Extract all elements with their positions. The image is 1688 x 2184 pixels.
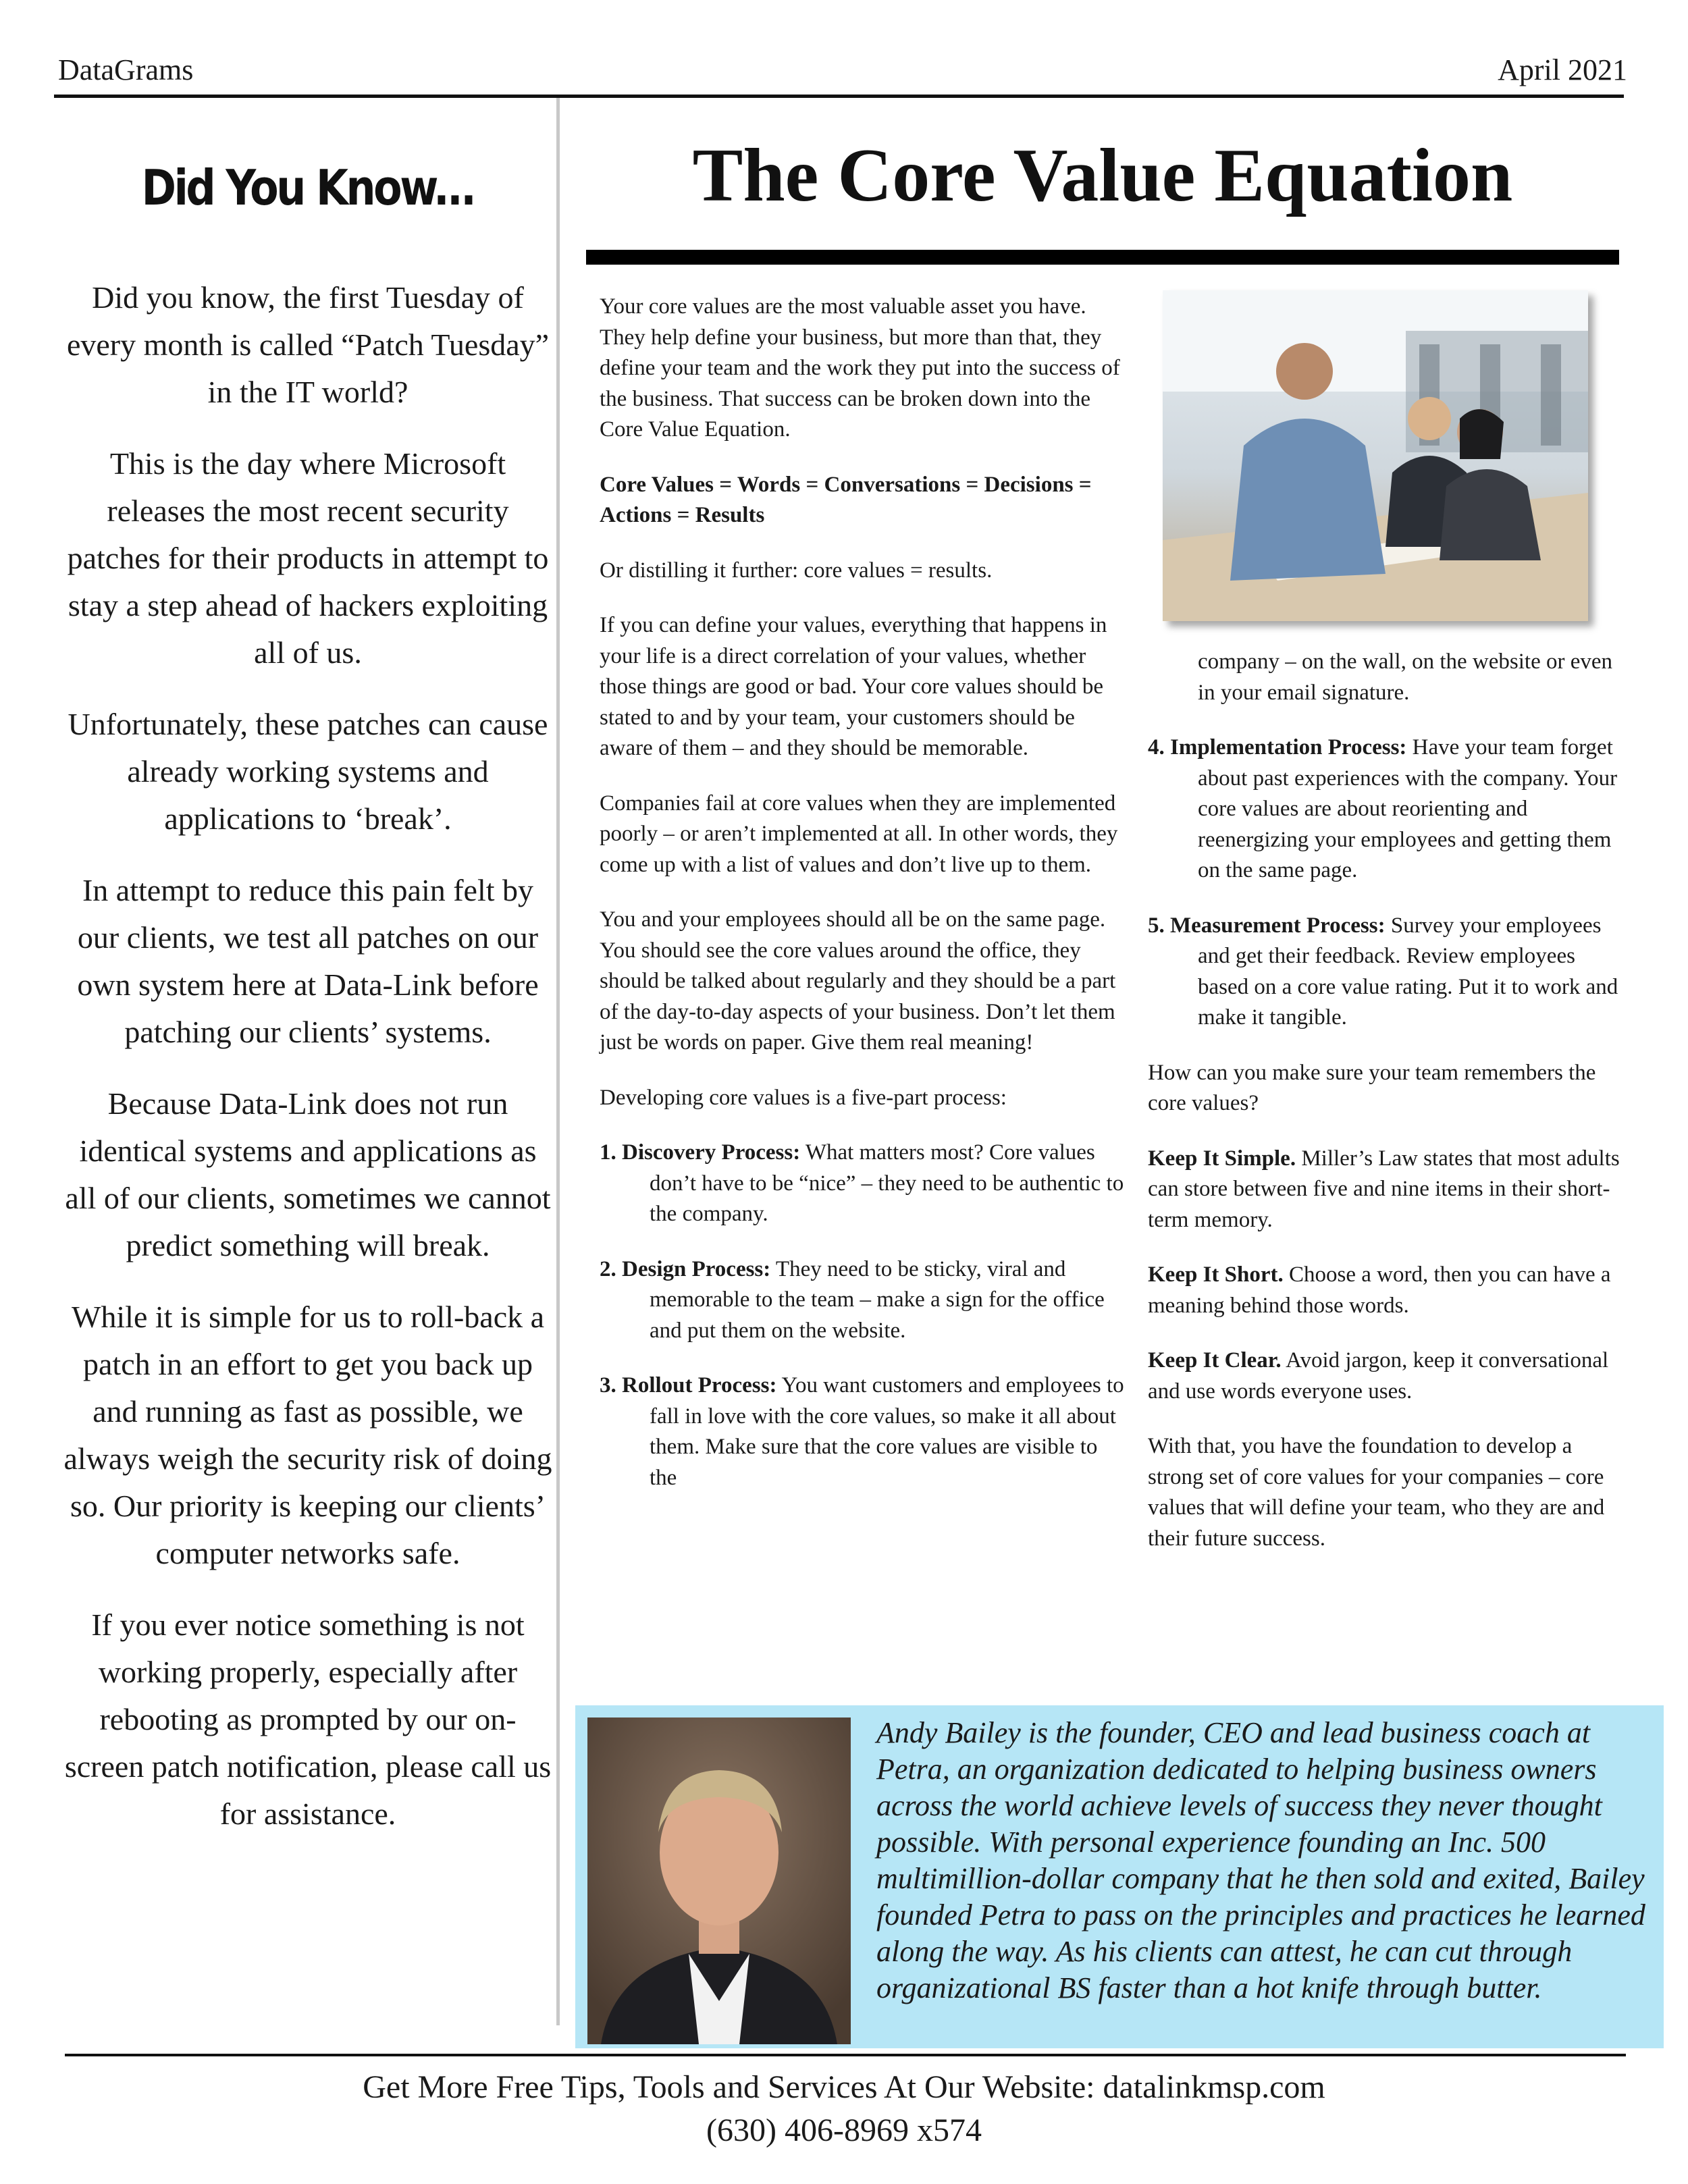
sidebar-title: Did You Know... [141,159,475,216]
author-bio-text: Andy Bailey is the founder, CEO and lead business coach at Petra, an organization dedicated to helping business owners across the world achieve levels of success they never thought possible. With personal experience founding an Inc. 500 multimillion-dollar company that he then sold and exited, Bailey founded Petra to pass on the principles and practices he learned along the way. As his clients can attest, he can cut through organizational BS faster than a hot knife through butter. [876,1716,1645,2004]
article-title: The Core Value Equation [692,134,1513,217]
article-question: How can you make sure your team remembers the core values? [1148,1060,1596,1115]
column-divider [556,98,560,2025]
process-step-continued: company – on the wall, on the website or even in your email signature. [1198,649,1612,705]
core-value-equation: Core Values = Words = Conversations = Decisions = Actions = Results [600,472,1092,527]
process-step: 3. Rollout Process: You want customers and employees to fall in love with the core values, so make it all about them. Make sure that the core values are visible to the [600,1373,1124,1490]
sidebar-paragraph: While it is simple for us to roll-back a patch in an effort to get you back up and running as fast as possible, we always weigh the security risk of doing so. Our priority is keeping our clients’ computer networks safe. [63,1300,552,1570]
article-column-2 [1148,647,1620,1578]
top-rule [54,95,1624,98]
article-column-1 [600,292,1126,1518]
article-paragraph: You and your employees should all be on the same page. You should see the core values around the office, they should be talked about regularly and they should be a part of the day-to-day aspects of your business. Don’t let them just be words on paper. Give them real meaning! [600,907,1116,1055]
sidebar-paragraph: If you ever notice something is not working properly, especially after rebooting as prompted by our on-screen patch notification, please call us for assistance. [64,1607,552,1831]
article-paragraph: Developing core values is a five-part process: [600,1085,1007,1110]
tip: Keep It Clear. Avoid jargon, keep it conversational and use words everyone uses. [1148,1348,1609,1404]
article-paragraph: Or distilling it further: core values = results. [600,558,993,583]
article-paragraph: Your core values are the most valuable asset you have. They help define your business, but more than that, they define your team and the work they put into the success of the business. That success can be broken down into the Core Value Equation. [600,294,1120,442]
team-meeting-photo [1163,290,1588,621]
process-step: 1. Discovery Process: What matters most? Core values don’t have to be “nice” – they need to be authentic to the company. [600,1140,1124,1226]
bottom-rule [65,2054,1626,2056]
headline-rule [586,250,1619,265]
publication-name: DataGrams [58,53,194,86]
tip: Keep It Simple. Miller’s Law states that most adults can store between five and nine items in their short-term memory. [1148,1146,1620,1232]
tip: Keep It Short. Choose a word, then you can have a meaning behind those words. [1148,1262,1611,1318]
sidebar-paragraph: Did you know, the first Tuesday of every month is called “Patch Tuesday” in the IT world? [66,280,550,409]
sidebar-paragraph: Because Data-Link does not run identical systems and applications as all of our clients, sometimes we cannot predict something will break. [65,1086,551,1262]
footer-website: Get More Free Tips, Tools and Services At Our Website: datalinkmsp.com [363,2069,1325,2105]
sidebar-paragraph: Unfortunately, these patches can cause already working systems and applications to ‘break’. [68,707,548,836]
article-closing: With that, you have the foundation to develop a strong set of core values for your companies – core values that will define your team, who they are and their future success. [1148,1434,1605,1551]
article-paragraph: If you can define your values, everything that happens in your life is a direct correlation of your values, whether those things are good or bad. Your core values should be stated to and by your team, your customers should be aware of them – and they should be memorable. [600,613,1107,760]
article-paragraph: Companies fail at core values when they are implemented poorly – or aren’t implemented at all. In other words, they come up with a list of values and don’t live up to them. [600,791,1118,877]
author-headshot [587,1717,851,2044]
sidebar-paragraph: This is the day where Microsoft releases the most recent security patches for their products in attempt to stay a step ahead of hackers exploiting all of us. [67,446,549,670]
footer-phone: (630) 406-8969 x574 [706,2112,982,2148]
issue-date: April 2021 [1498,53,1627,86]
process-step: 2. Design Process: They need to be sticky, viral and memorable to the team – make a sign for the office and put them on the website. [600,1256,1105,1343]
sidebar-paragraph: In attempt to reduce this pain felt by our clients, we test all patches on our own system here at Data-Link before patching our clients’ systems. [77,873,539,1049]
process-step: 5. Measurement Process: Survey your employees and get their feedback. Review employees based on a core value rating. Put it to work and make it tangible. [1148,913,1618,1030]
process-step: 4. Implementation Process: Have your team forget about past experiences with the company. Your core values are about reorienting and reenergizing your employees and getting them on the same page. [1148,735,1618,882]
did-you-know-sidebar [62,159,554,1862]
